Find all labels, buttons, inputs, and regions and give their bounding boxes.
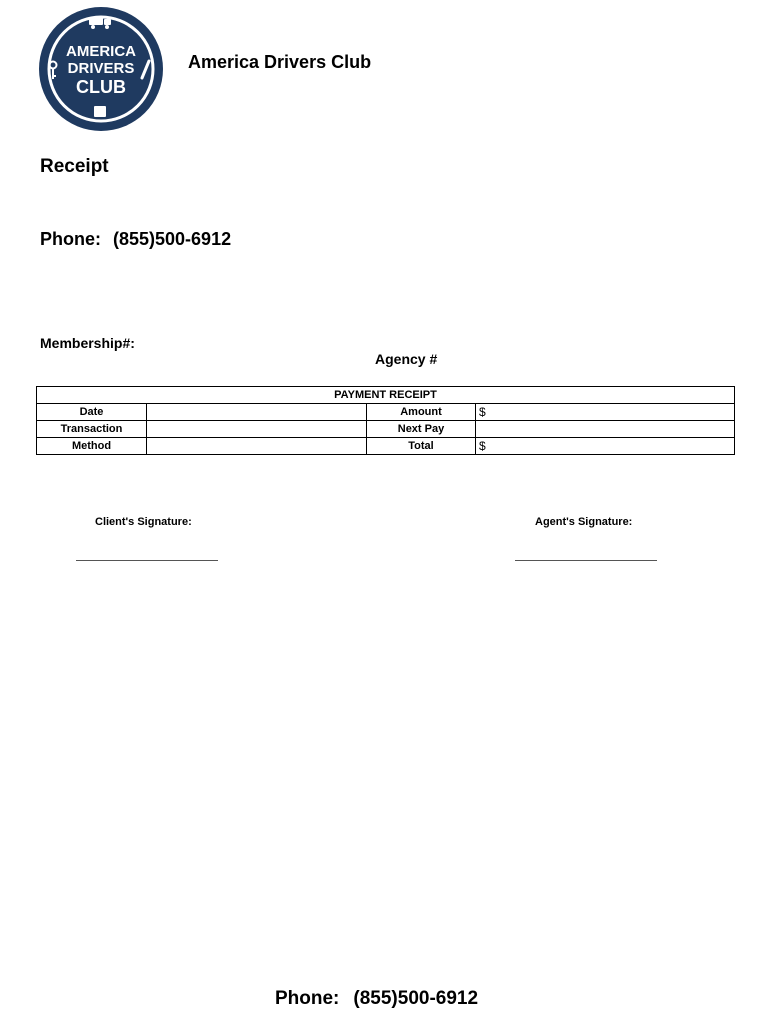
membership-label: Membership#: [40,335,135,351]
logo-text-line1: AMERICA [66,43,136,60]
client-signature-label: Client's Signature: [95,516,192,528]
payment-receipt-table [36,386,735,455]
total-value-field[interactable]: $ [476,438,735,455]
america-drivers-club-logo [38,6,164,132]
phone-line-top [40,229,231,250]
table-title-row [37,387,735,404]
client-signature-line[interactable] [76,560,218,561]
cup-icon [94,106,106,117]
footer-phone-label: Phone: [275,988,340,1009]
method-value-field[interactable] [147,438,367,455]
document-title: Receipt [40,156,109,177]
footer-phone-number: (855)500-6912 [353,988,479,1009]
transaction-value-field[interactable] [147,421,367,438]
date-value-field[interactable] [147,404,367,421]
agency-label: Agency # [375,351,438,367]
organization-name: America Drivers Club [188,52,372,72]
next-pay-label: Next Pay [367,421,476,438]
phone-line-bottom [275,988,478,1010]
amount-label: Amount [367,404,476,421]
next-pay-value-field[interactable] [476,421,735,438]
transaction-label: Transaction [37,421,147,438]
table-row [37,421,735,438]
method-label: Method [37,438,147,455]
agent-signature-line[interactable] [515,560,657,561]
total-label: Total [367,438,476,455]
logo-text-line3: CLUB [76,77,126,97]
table-row [37,404,735,421]
amount-value-field[interactable]: $ [476,404,735,421]
phone-label: Phone: [40,229,101,249]
table-row [37,438,735,455]
logo-text-line2: DRIVERS [67,60,135,77]
table-title: PAYMENT RECEIPT [37,387,735,404]
phone-number: (855)500-6912 [113,229,232,249]
agent-signature-label: Agent's Signature: [535,516,633,528]
date-label: Date [37,404,147,421]
